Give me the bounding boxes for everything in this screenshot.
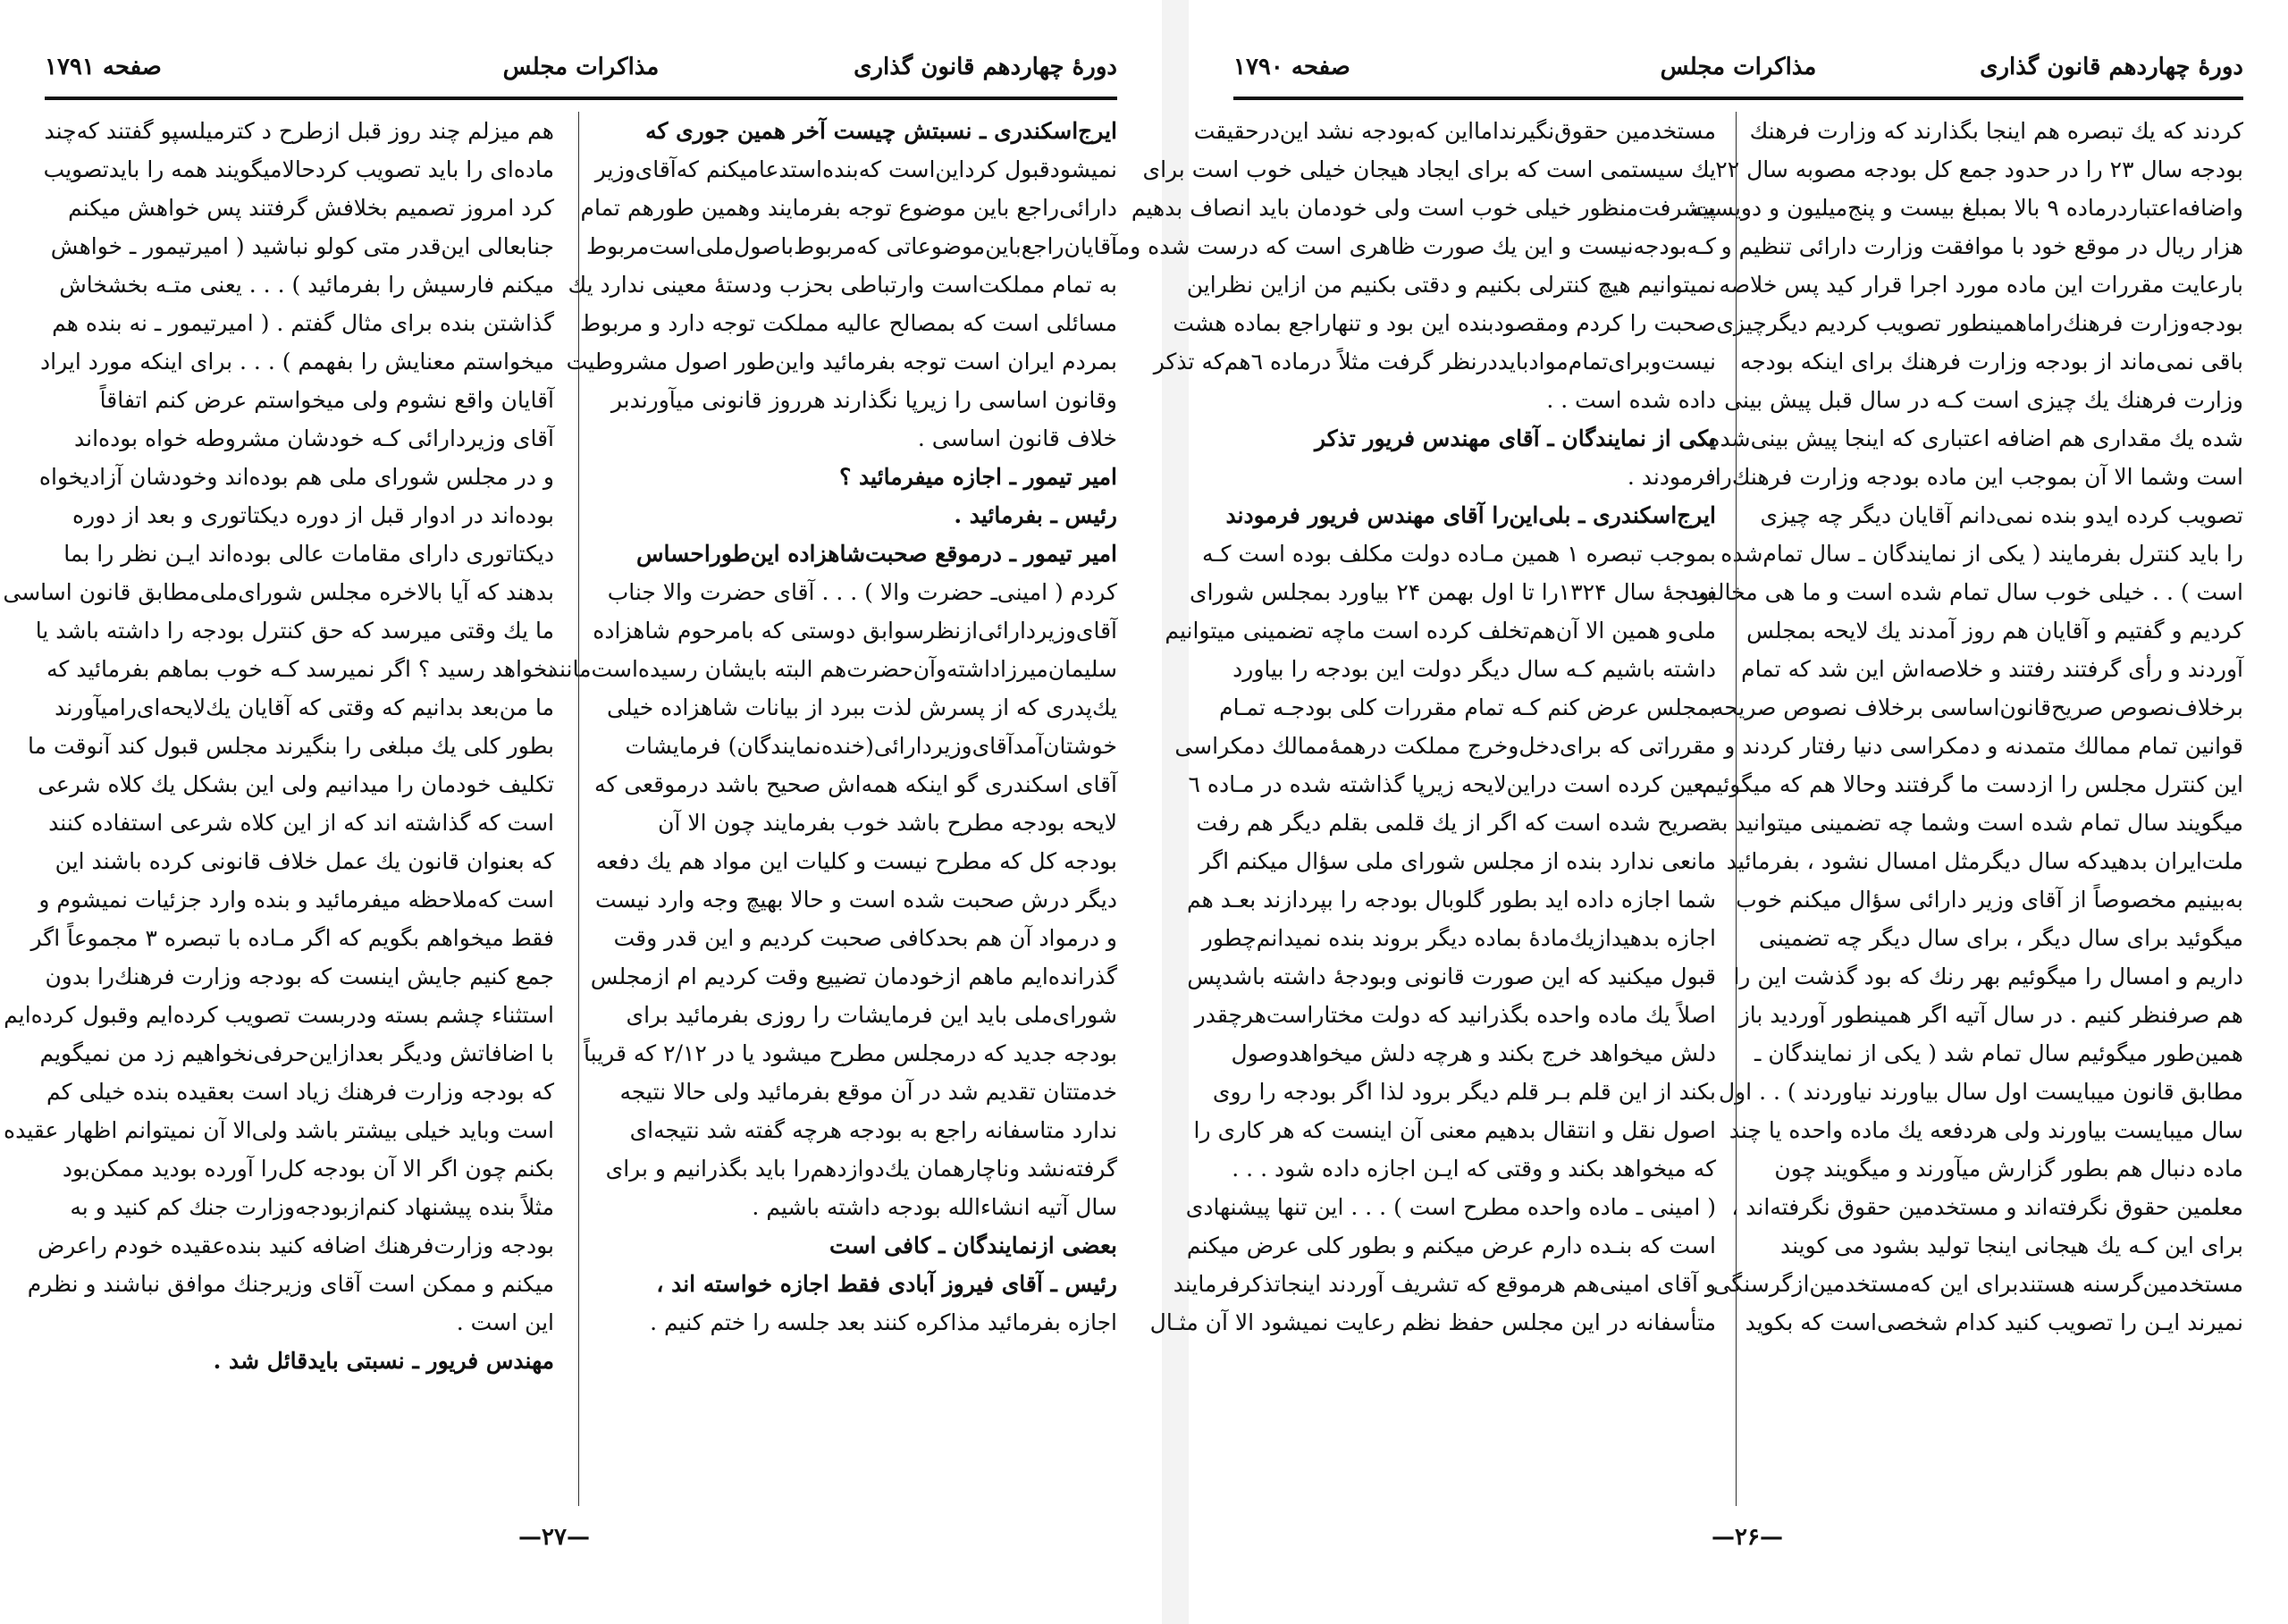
text-line: معلمین حقوق نگرفته‌اند و مستخدمین حقوق نگرفته‌اند ، — [1731, 1194, 2243, 1220]
text-line: جنابعالی این‌قدر متی کولو نباشید ( امیرتیمور ـ خواهش — [50, 233, 554, 259]
text-line: گرفته‌نشد وناچارهمان یك‌دوازدهم‌را باید بگذرانیم و برای — [605, 1156, 1117, 1182]
text-line: ( امینی ـ ماده واحده مطرح است ) . . . این تنها پیشنهادی — [1185, 1194, 1716, 1220]
text-line: است که بنـده دارم عرض میکنم و بطور کلی عرض میکنم — [1186, 1233, 1716, 1258]
text-line: پیشرفت‌منظور خیلی خوب است ولی خودمان باید انصاف بدهیم — [1131, 195, 1716, 221]
text-line: مستخدمین‌گرسنه هستندبرای این که‌مستخدمین‌ازگرسنگی — [1712, 1271, 2243, 1297]
text-line: داشته باشیم کـه سال دیگر دولت این بودجه را بیاورد — [1232, 656, 1716, 682]
text-line: مهندس فریور ـ نسبتی بایدقائل شد . — [213, 1348, 554, 1374]
text-line: بودجه سال ۲۳ را در حدود جمع کل بودجه مصوبه سال ۲۲ — [1715, 156, 2243, 182]
text-line: مثلاً بنده پیشنهاد کنم‌ازبودجه‌وزارت جنك کم کنید و به — [70, 1194, 554, 1220]
text-line: رئیس ـ آقای فیروز آبادی فقط اجازه خواسته اند ، — [656, 1271, 1117, 1297]
text-line: میکنم و ممکن است آقای وزیرجنك موافق نباشند و نظرم — [27, 1271, 554, 1297]
text-line: صحبت را کردم ومقصودبنده این بود و تنهاراجع بماده هشت — [1173, 310, 1716, 336]
text-line: بمجلس عرض کنم کـه تمام مقررات کلی بودجـه تمـام — [1219, 694, 1716, 720]
text-line: خدمتتان تقدیم شد در آن موقع بفرمائید ولی حالا نتیجه — [619, 1079, 1117, 1105]
text-line: ملی‌و همین الا آن‌هم‌تخلف کرده است ماچه تضمینی میتوانیم — [1165, 618, 1716, 644]
page-number-label: صفحه ۱۷۹۱ — [45, 54, 162, 80]
text-line: آقای وزیردارائی کـه خودشان مشروطه خواه بوده‌اند — [73, 425, 554, 451]
text-line: آقایان‌راجع‌باین‌موضوعاتی که‌مربوط‌باصول‌ملی‌است‌مربوط — [585, 233, 1117, 259]
text-line: بدهند که آیا بالاخره مجلس شورای‌ملی‌مطابق قانون اساسی — [3, 579, 554, 605]
text-line: دیگر درش صحبت شده است و حالا بهیچ وجه وارد نیست — [594, 887, 1117, 913]
text-line: است که‌ملاحظه میفرمائید و بنده وارد جزئیات نمیشوم و — [38, 887, 554, 913]
text-column-left — [3, 112, 554, 1506]
text-line: آقای‌وزیردارائی‌ازنظرسوابق دوستی که با‌مرحوم شاهزاده — [593, 618, 1117, 644]
text-line: با اضافاتش ودیگر بعدازاین‌حرفی‌نخواهیم زد من نمیگویم — [39, 1040, 554, 1066]
text-line: امیر تیمور ـ درموقع صحبت‌شاهزاده این‌طوراحساس — [635, 541, 1117, 567]
text-line: و در مجلس شورای ملی هم بوده‌اند وخودشان آزادیخواه — [38, 464, 554, 490]
header-rule — [45, 97, 1117, 100]
text-line: داریم و امسال را میگوئیم بهر رنك که بود گذشت این را — [1733, 963, 2243, 989]
text-line: فقط میخواهم بگویم که اگر مـاده با تبصره ۳ مجموعاً اگر — [30, 925, 554, 951]
text-line: به تمام مملکت‌است وارتباطی بحزب ودستهٔ معینی ندارد یك — [568, 272, 1117, 298]
text-line: است ) . . خیلی خوب سال تمام شده است و ما هی مخالفت — [1684, 579, 2243, 605]
text-line: میکنم فارسیش را بفرمائید ) . . . یعنی متـه بخشخاش — [59, 272, 554, 298]
text-line: دارائی‌راجع باین موضوع توجه بفرمایند وهمین طورهم تمام — [580, 195, 1117, 221]
text-line: معین کرده است دراین‌لایحه زیرپا گذاشته شده در مـاده ٦ — [1188, 771, 1716, 797]
text-line: ما من‌بعد بدانیم که وقتی که آقایان یك‌لایحه‌ای‌رامیآورند — [55, 694, 554, 720]
text-line: هم میزلم چند روز قبل ازطرح د کترمیلسپو گفتند که‌چند — [44, 118, 554, 144]
text-line: باقی نمی‌ماند از بودجه وزارت فرهنك برای اینکه بودجه — [1739, 349, 2243, 374]
text-line: کردیم و گفتیم و آقایان هم روز آمدند یك لایحه بمجلس — [1746, 618, 2243, 644]
text-line: تصویب کرده ایدو بنده نمی‌دانم آقایان دیگر چه چیزی — [1760, 502, 2243, 528]
section-title: مذاکرات مجلس — [1660, 54, 1817, 80]
text-line: مطابق قانون میبایست اول سال بیاورند نیاوردند ) . . اول — [1718, 1079, 2243, 1105]
text-line: مسائلی است که بمصالح عالیه مملکت توجه دارد و مربوط — [580, 310, 1117, 336]
text-line: آقای اسکندری گو اینکه همه‌اش صحیح باشد درموقعی که — [594, 771, 1117, 797]
text-line: است وباید خیلی بیشتر باشد ولی‌الا آن نمیتوانم اظهار عقیده — [4, 1117, 554, 1143]
text-line: وزارت فرهنك یك چیزی است کـه در سال قبل پیش بینی — [1724, 387, 2243, 413]
text-line: سال میبایست بیاورند ولی هردفعه یك ماده واحده یا چند — [1729, 1117, 2243, 1143]
text-line: بودجه جدید که درمجلس مطرح میشود یا در ۲/۱۲ که قریباً — [584, 1040, 1117, 1066]
folio-number: —۲۶— — [1712, 1524, 1783, 1551]
text-line: لایحه بودجه مطرح باشد خوب بفرمایند چون الا آن — [658, 810, 1117, 836]
text-line: دلش میخواهد خرج بکند و هرچه دلش میخواهدوصول — [1231, 1040, 1716, 1066]
text-line: که بعنوان قانون یك عمل خلاف قانونی کرده باشند این — [55, 848, 554, 874]
text-line: اصول نقل و انتقال بدهیم معنی آن اینست که هر کاری را — [1193, 1117, 1716, 1143]
text-line: میگویند سال تمام شده است وشما چه تضمینی میتوانید به — [1710, 810, 2243, 836]
text-line: سال آتیه انشاءالله بودجه داشته باشیم . — [752, 1194, 1117, 1220]
text-line: نیست‌و‌برای‌تمام‌مواد‌باید‌درنظر گرفت مثلاً درماده ٦هم‌که تذکر — [1153, 349, 1716, 374]
text-line: سلیمان‌میرزاداشته‌وآن‌حضرت‌هم البته بایشان رسیده‌است‌مانند — [547, 656, 1117, 682]
text-line: مستخدمین حقوق‌نگیرندامااین که‌بودجه نشد این‌درحقیقت — [1193, 118, 1716, 144]
text-line: نمیتوانیم هیچ کنترلی بکنیم و دقتی بکنیم من ازاین نظراین — [1186, 272, 1716, 298]
text-line: ندارد متاسفانه راجع به بودجه هرچه گفته شد نتیجه‌ای — [629, 1117, 1117, 1143]
column-divider — [578, 112, 579, 1506]
text-line: ما یك وقتی میرسد که حق کنترل بودجه را داشته باشد یا — [35, 618, 554, 644]
text-line: را باید کنترل بفرمایند ( یکی از نمایندگان ـ سال تمام‌شده — [1720, 541, 2243, 567]
text-line: ملت‌ایران بدهید‌که سال دیگر‌مثل امسال نشود ، بفرمائید — [1726, 848, 2243, 874]
text-line: برخلاف‌نصوص صریح‌قانون‌اساسی برخلاف نصوص صریحه — [1712, 694, 2243, 720]
text-line: کرد‌ند که یك تبصره هم اینجا بگذارند که وزارت فرهنك — [1749, 118, 2243, 144]
text-line: شورای‌ملی باید این فرمایشات را روزی بفرمائید برای — [626, 1002, 1117, 1028]
column-divider — [1736, 112, 1737, 1506]
text-line: بطور کلی یك مبلغی را بنگیرند مجلس قبول کند آنوقت ما — [28, 733, 554, 759]
page-header — [45, 54, 1117, 89]
page-number-label: صفحه ۱۷۹۰ — [1233, 54, 1350, 80]
text-line: واضافه‌اعتبار‌درماده ۹ بالا بمبلغ بیست و پنج‌میلیون و دویست — [1693, 195, 2243, 221]
text-line: نمیشودقبول کرداین‌است که‌بنده‌استدعامیکنم که‌آقای‌وزیر — [594, 156, 1117, 182]
text-line: بارعایت مقررات این ماده مورد اجرا قرار کید پس خلاصه — [1719, 272, 2243, 298]
text-line: خلاف قانون اساسی . — [917, 425, 1117, 451]
text-line: شما اجازه داده اید بطور گلوبال بودجه را بپردازند بعـد هم — [1187, 887, 1716, 913]
page-header — [1233, 54, 2243, 89]
text-line: وقانون اساسی را زیرپا نگذارند هرروز قانونی میآورندبر — [610, 387, 1117, 413]
text-line: اصلاً یك ماده واحده بگذرانید که دولت مختاراست‌هرچقدر — [1194, 1002, 1716, 1028]
text-line: کـه‌بودجه‌نیست و این یك صورت ظاهری است که درست شده وما — [1111, 233, 1716, 259]
text-line: بمردم ایران است توجه بفرمائید واین‌طور اصول مشروطیت — [566, 349, 1117, 374]
text-line: استثناء چشم بسته ودربست تصویب کرده‌ایم وقبول کرده‌ایم — [4, 1002, 554, 1028]
text-line: بعضی ازنمایندگان ـ کافی است — [829, 1233, 1117, 1258]
text-line: یك‌پدری که از پسرش لذت ببرد از بیانات شاهزاده خیلی — [607, 694, 1117, 720]
text-line: ماده دنبال هم بطور گزارش میآورند و میگویند چون — [1774, 1156, 2243, 1182]
text-line: که میخواهد بکند و وقتی که ایـن اجازه داده شود . . . — [1232, 1156, 1716, 1182]
text-line: شده یك مقداری هم اضافه اعتباری که اینجا پیش بینی‌شده — [1708, 425, 2243, 451]
text-line: به‌بینیم مخصوصاً از آقای وزیر دارائی سؤال میکنم خوب — [1736, 887, 2243, 913]
text-column-left — [1111, 112, 1716, 1506]
text-line: بودجه کل که مطرح نیست و کلیات این مواد هم یك دفعه — [595, 848, 1117, 874]
text-line: خوشتان‌آمدآقای‌وزیردارائی(خنده‌نمایندگان) فرمایشات — [625, 733, 1117, 759]
text-line: قوانین تمام ممالك متمدنه و دمکراسی دنیا رفتار کردند و — [1724, 733, 2243, 759]
text-line: برای این کـه یك هیجانی اینجا تولید بشود می کویند — [1780, 1233, 2243, 1258]
text-line: تصریح شده است که اگر از یك قلمی بقلم دیگر هم رفت — [1196, 810, 1716, 836]
text-line: کرد امروز تصمیم بخلافش گرفتند پس خواهش میکنم — [68, 195, 554, 221]
text-line: هم صرفنظر کنیم . در سال آتیه اگر همینطور آوردید باز — [1738, 1002, 2243, 1028]
text-line: ایرج‌اسکندری ـ نسبتش چیست آخر همین جوری که — [645, 118, 1117, 144]
text-line: است که گذاشته اند که از این کلاه شرعی استفاده کنند — [48, 810, 554, 836]
text-line: و درمواد آن هم بحدکافی صحبت کردیم و این قدر وقت — [613, 925, 1117, 951]
text-line: که بودجه وزارت فرهنك زیاد است بعقیده بنده خیلی کم — [46, 1079, 554, 1105]
text-line: امیر تیمور ـ اجازه میفرمائید ؟ — [839, 464, 1117, 490]
text-line: میخواستم معنایش را بفهمم ) . . . برای اینکه مورد ایراد — [40, 349, 554, 374]
text-line: رئیس ـ بفرمائید . — [954, 502, 1117, 528]
text-column-right — [1684, 112, 2243, 1506]
text-line: ماده‌ای را باید تصویب کردحالا‌میگویند همه را بایدتصویب — [43, 156, 554, 182]
text-line: میگوئید برای سال دیگر ، برای سال دیگر چه تضمینی — [1758, 925, 2243, 951]
text-line: داده شده است . . — [1546, 387, 1716, 413]
text-line: قبول میکنید که این صورت قانونی وبودجهٔ داشته باشدپس — [1187, 963, 1716, 989]
text-line: مانعی ندارد بنده از مجلس شورای ملی سؤال میکنم اگر — [1199, 848, 1716, 874]
text-line: مقرراتی که برای‌دخل‌وخرج مملکت درهمهٔ‌ممالك دمکراسی — [1174, 733, 1716, 759]
text-line: اجازه بفرمائید مذاکره کنند بعد جلسه را ختم کنیم . — [650, 1309, 1117, 1335]
text-line: و آقای امینی‌هم هرموقع که تشریف آوردند اینجاتذکرفرمایند — [1173, 1271, 1716, 1297]
journal-title: دورهٔ چهاردهم قانون گذاری — [854, 54, 1117, 80]
text-line: هزار ریال در موقع خود با موافقت وزارت دارائی تنظیم و — [1720, 233, 2243, 259]
text-line: دیکتاتوری دارای مقامات عالی بوده‌اند ایـن نظر را بما — [63, 541, 554, 567]
text-line: این است . — [456, 1309, 554, 1335]
text-line: بودجه وزارت‌فرهنك اضافه کنید بنده‌عقیده خودم راعرض — [37, 1233, 554, 1258]
text-line: اجازه بدهیدازیك‌مادهٔ بماده دیگر بروند بنده نمیدانم‌چطور — [1201, 925, 1716, 951]
text-line: این کنترل مجلس را ازدست ما گرفتند وحالا هم که میگوئیم — [1702, 771, 2243, 797]
page-1790 — [1111, 0, 2288, 1624]
text-line: است وشما الا آن بموجب این ماده بودجه وزارت فرهنك‌را — [1714, 464, 2243, 490]
text-line: تکلیف خودمان را میدانیم ولی این بشکل یك کلاه شرعی — [38, 771, 554, 797]
journal-title: دورهٔ چهاردهم قانون گذاری — [1980, 54, 2243, 80]
text-line: کردم ( امینی‌ـ حضرت‌ والا ) . . . آقای حضرت والا جناب — [607, 579, 1117, 605]
text-line: یك سیستمی است که برای ایجاد هیجان خیلی خوب است برای — [1142, 156, 1716, 182]
text-line: متأسفانه در این مجلس حفظ نظم رعایت نمیشود الا آن مثـال — [1149, 1309, 1716, 1335]
text-line: آقایان واقع نشوم ولی میخواستم عرض کنم اتفاقاً — [99, 387, 554, 413]
text-line: گذاشتن بنده برای مثال گفتم . ( امیرتیمور ـ نه بنده هم — [52, 310, 554, 336]
text-column-right — [547, 112, 1117, 1506]
text-line: ایرج‌اسکندری ـ بلی‌این‌را آقای مهندس فریور فرمودند — [1225, 502, 1716, 528]
text-line: بوده‌اند در ادوار قبل از دوره دیکتاتوری و بعد از دوره — [72, 502, 554, 528]
text-line: جمع کنیم جایش اینست که بودجه وزارت فرهنك‌را بدون — [45, 963, 554, 989]
text-line: همین‌طور میگوئیم سال تمام شد ( یکی از نمایندگان ـ — [1754, 1040, 2243, 1066]
text-line: فرمودند . — [1627, 464, 1716, 490]
folio-number: —۲۷— — [518, 1524, 590, 1551]
text-line: بکند از این قلم بـر قلم دیگر برود لذا اگر بودجه را روی — [1212, 1079, 1716, 1105]
header-rule — [1233, 97, 2243, 100]
text-line: نخواهد رسید ؟ اگر نمیرسد کـه خوب بماهم بفرمائید که — [46, 656, 554, 682]
text-line: بودجه‌وزارت فرهنك‌راماهمینطور تصویب کردیم دیگرچیزی — [1716, 310, 2243, 336]
text-line: یکی از نمایندگان ـ آقای مهندس فریور تذکر — [1314, 425, 1716, 451]
text-line: بودجهٔ سال ۱۳۲۴را تا اول بهمن ۲۴ بیاورد بمجلس شورای — [1190, 579, 1716, 605]
text-line: بموجب تبصره ۱ همین مـاده دولت مکلف بوده است کـه — [1201, 541, 1716, 567]
section-title: مذاکرات مجلس — [502, 54, 660, 80]
text-line: گذرانده‌ایم ماهم ازخودمان تضییع وقت کردیم ام ازمجلس — [590, 963, 1117, 989]
text-line: نمیرند ایـن را تصویب کنید کدام شخصی‌است که بکوید — [1745, 1309, 2243, 1335]
text-line: بکنم چون اگر الا آن بودجه کل‌را آورده بودید ممکن‌بود — [62, 1156, 554, 1182]
text-line: آوردند و رأی گرفتند رفتند و خلاصه‌اش این شد که تمام — [1741, 656, 2243, 682]
